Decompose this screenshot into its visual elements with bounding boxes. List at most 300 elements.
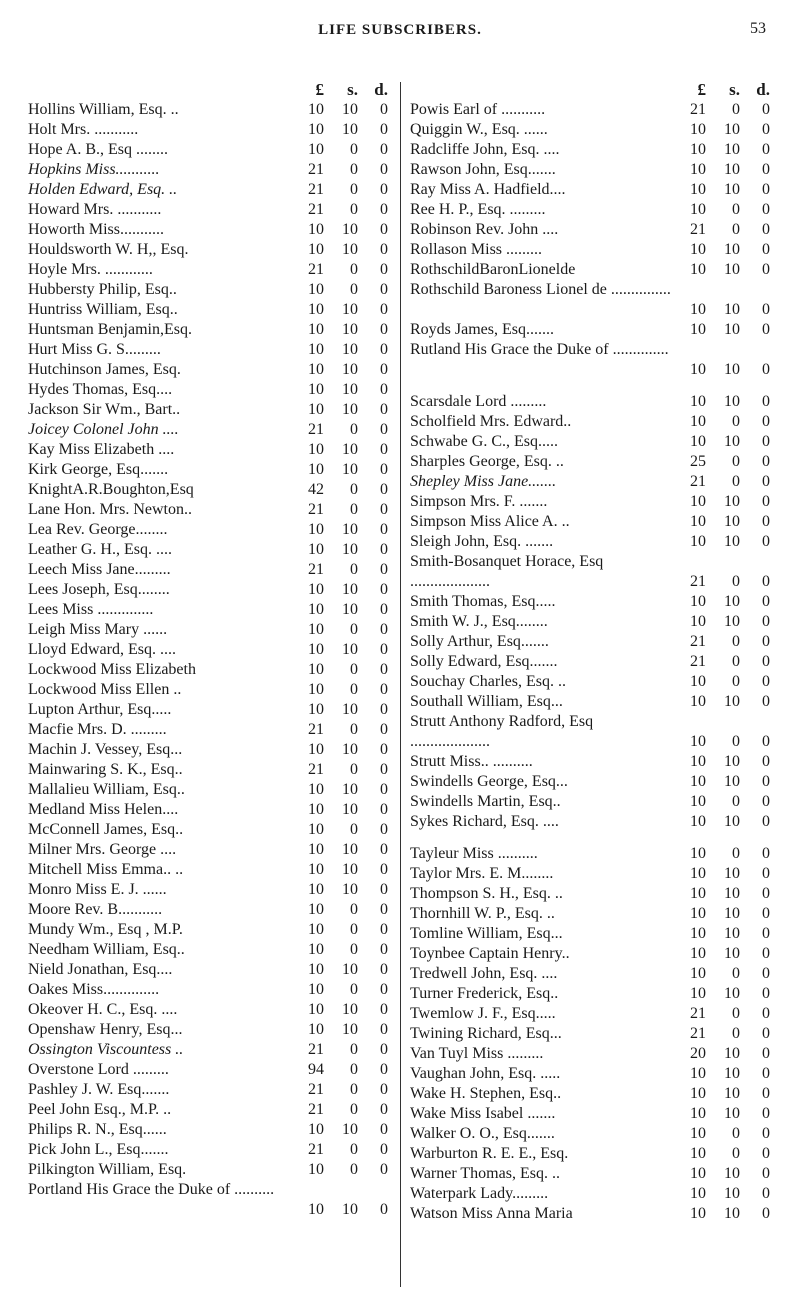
subscriber-name: Lea Rev. George........ <box>28 521 168 538</box>
pounds-value: 21 <box>690 101 706 118</box>
subscriber-name: Jackson Sir Wm., Bart.. <box>28 401 181 418</box>
subscription-amount <box>290 580 388 600</box>
subscription-amount <box>672 984 770 1004</box>
shillings-value: 0 <box>732 573 740 590</box>
pounds-value: 10 <box>308 941 324 958</box>
pounds-value: 21 <box>690 473 706 490</box>
pounds-value: 10 <box>690 865 706 882</box>
subscriber-row <box>28 1060 393 1080</box>
pounds-value: 21 <box>308 201 324 218</box>
subscriber-row <box>410 320 775 340</box>
pence-value: 0 <box>380 581 388 598</box>
pence-header: d. <box>374 80 388 99</box>
subscription-amount <box>290 940 388 960</box>
shillings-value: 10 <box>342 961 358 978</box>
shillings-value: 10 <box>724 261 740 278</box>
pounds-value: 10 <box>308 661 324 678</box>
pence-value: 0 <box>380 861 388 878</box>
subscriber-row <box>410 280 775 320</box>
subscription-amount <box>290 1120 388 1140</box>
pounds-value: 10 <box>690 433 706 450</box>
subscription-amount <box>672 1144 770 1164</box>
subscription-amount <box>290 720 388 740</box>
subscriber-name: Strutt Miss.. .......... <box>410 753 533 770</box>
shillings-value: 10 <box>342 341 358 358</box>
pence-value: 0 <box>380 301 388 318</box>
shillings-value: 10 <box>724 393 740 410</box>
subscription-amount <box>290 960 388 980</box>
subscription-amount <box>672 412 770 432</box>
currency-header <box>410 80 775 100</box>
subscription-amount <box>290 160 388 180</box>
subscriber-name: Hopkins Miss........... <box>28 161 160 178</box>
subscription-amount <box>672 140 770 160</box>
shillings-value: 10 <box>724 533 740 550</box>
subscription-amount <box>672 1044 770 1064</box>
subscriber-name: Royds James, Esq....... <box>410 321 554 338</box>
subscriber-row <box>28 660 393 680</box>
subscriber-name: Hoyle Mrs. ............ <box>28 261 153 278</box>
subscription-amount <box>672 1104 770 1124</box>
subscription-amount <box>672 240 770 260</box>
shillings-value: 10 <box>724 945 740 962</box>
pounds-value: 10 <box>308 301 324 318</box>
pence-value: 0 <box>762 1105 770 1122</box>
pence-value: 0 <box>380 821 388 838</box>
pounds-value: 10 <box>690 321 706 338</box>
pence-value: 0 <box>380 641 388 658</box>
pence-value: 0 <box>380 561 388 578</box>
pence-value: 0 <box>380 381 388 398</box>
subscription-amount <box>672 1064 770 1084</box>
subscription-amount <box>290 780 388 800</box>
subscriber-row <box>410 792 775 812</box>
pounds-value: 21 <box>308 261 324 278</box>
pounds-value: 21 <box>308 161 324 178</box>
page-number: 53 <box>750 20 766 37</box>
pence-value: 0 <box>380 801 388 818</box>
subscriber-name: Monro Miss E. J. ...... <box>28 881 167 898</box>
shillings-value: 0 <box>732 845 740 862</box>
subscriber-name: Turner Frederick, Esq.. <box>410 985 559 1002</box>
subscription-amount <box>290 260 388 280</box>
subscriber-row <box>28 1120 393 1140</box>
subscriber-row <box>28 420 393 440</box>
subscriber-name: Hubbersty Philip, Esq.. <box>28 281 177 298</box>
pence-value: 0 <box>762 653 770 670</box>
pounds-value: 10 <box>690 181 706 198</box>
pounds-value: 21 <box>690 1025 706 1042</box>
shillings-value: 10 <box>342 521 358 538</box>
shillings-value: 0 <box>350 921 358 938</box>
subscriber-name: Thompson S. H., Esq. .. <box>410 885 563 902</box>
pence-value: 0 <box>762 433 770 450</box>
pence-value: 0 <box>762 613 770 630</box>
subscriber-row <box>28 700 393 720</box>
subscriber-name: Okeover H. C., Esq. .... <box>28 1001 178 1018</box>
shillings-value: 0 <box>350 761 358 778</box>
pence-value: 0 <box>380 621 388 638</box>
subscriber-row <box>410 552 775 592</box>
pence-value: 0 <box>380 961 388 978</box>
subscriber-name: Powis Earl of ........... <box>410 101 546 118</box>
subscriber-name: Kay Miss Elizabeth .... <box>28 441 175 458</box>
subscription-amount <box>290 100 388 120</box>
subscriber-name: Wake H. Stephen, Esq.. <box>410 1085 562 1102</box>
pence-value: 0 <box>380 121 388 138</box>
subscription-amount <box>290 620 388 640</box>
pounds-value: 10 <box>308 361 324 378</box>
subscriber-row <box>410 200 775 220</box>
subscription-amount <box>290 540 388 560</box>
subscriber-name: Mundy Wm., Esq , M.P. <box>28 921 183 938</box>
pence-value: 0 <box>762 885 770 902</box>
subscriber-row <box>410 1184 775 1204</box>
shillings-value: 0 <box>732 633 740 650</box>
subscription-amount <box>290 900 388 920</box>
shillings-value: 0 <box>350 1141 358 1158</box>
shillings-value: 10 <box>724 241 740 258</box>
subscriber-name: Pick John L., Esq....... <box>28 1141 169 1158</box>
subscriber-name: Radcliffe John, Esq. .... <box>410 141 560 158</box>
subscriber-row <box>28 340 393 360</box>
subscriber-row <box>410 884 775 904</box>
subscriber-row <box>410 844 775 864</box>
pounds-value: 21 <box>308 1081 324 1098</box>
subscription-amount <box>290 380 388 400</box>
pence-value: 0 <box>762 1145 770 1162</box>
shillings-value: 0 <box>732 793 740 810</box>
pence-value: 0 <box>380 181 388 198</box>
pence-value: 0 <box>380 921 388 938</box>
subscriber-name: Vaughan John, Esq. ..... <box>410 1065 561 1082</box>
pence-value: 0 <box>380 241 388 258</box>
subscription-amount <box>290 480 388 500</box>
subscriber-name: Machin J. Vessey, Esq... <box>28 741 183 758</box>
pence-value: 0 <box>762 413 770 430</box>
pence-value: 0 <box>762 301 770 318</box>
shillings-value: 0 <box>350 201 358 218</box>
subscriber-row <box>410 812 775 832</box>
pounds-value: 10 <box>690 121 706 138</box>
subscription-amount <box>672 120 770 140</box>
pounds-value: 10 <box>308 281 324 298</box>
pence-value: 0 <box>762 1165 770 1182</box>
shillings-value: 0 <box>350 481 358 498</box>
subscriber-row <box>410 260 775 280</box>
subscription-amount <box>672 692 770 712</box>
shillings-value: 0 <box>350 281 358 298</box>
pence-value: 0 <box>380 741 388 758</box>
shillings-value: 10 <box>342 841 358 858</box>
subscriber-name: Smith W. J., Esq........ <box>410 613 548 630</box>
subscriber-row <box>28 360 393 380</box>
subscriber-row <box>28 120 393 140</box>
shillings-value: 10 <box>342 881 358 898</box>
subscription-amount <box>672 512 770 532</box>
subscription-amount <box>672 812 770 832</box>
subscriber-name: Rutland His Grace the Duke of .............. <box>410 341 669 358</box>
subscriber-name: Souchay Charles, Esq. .. <box>410 673 566 690</box>
subscriber-row <box>28 100 393 120</box>
shillings-header: s. <box>347 80 358 99</box>
subscriber-name: Quiggin W., Esq. ...... <box>410 121 548 138</box>
subscription-amount <box>672 592 770 612</box>
pounds-value: 10 <box>308 861 324 878</box>
subscriber-row <box>28 720 393 740</box>
pounds-value: 10 <box>308 1161 324 1178</box>
pounds-value: 10 <box>690 1105 706 1122</box>
shillings-value: 10 <box>342 701 358 718</box>
pence-value: 0 <box>380 761 388 778</box>
subscriber-row <box>410 340 775 380</box>
pence-value: 0 <box>762 733 770 750</box>
shillings-value: 0 <box>732 413 740 430</box>
subscriber-row <box>410 220 775 240</box>
shillings-value: 10 <box>342 221 358 238</box>
pence-value: 0 <box>380 1201 388 1218</box>
subscriber-name: Lees Miss .............. <box>28 601 154 618</box>
subscriber-row <box>28 380 393 400</box>
subscription-amount <box>672 160 770 180</box>
pounds-value: 10 <box>308 1021 324 1038</box>
pounds-value: 10 <box>308 141 324 158</box>
pence-header: d. <box>756 80 770 99</box>
subscriber-row <box>410 692 775 712</box>
shillings-value: 10 <box>724 773 740 790</box>
shillings-value: 0 <box>350 1081 358 1098</box>
shillings-value: 0 <box>350 1101 358 1118</box>
pounds-value: 10 <box>308 641 324 658</box>
subscriber-name: Warburton R. E. E., Esq. <box>410 1145 569 1162</box>
subscriber-row <box>410 472 775 492</box>
subscription-amount <box>672 732 770 752</box>
pounds-value: 10 <box>308 461 324 478</box>
pounds-value: 10 <box>690 693 706 710</box>
subscription-amount <box>290 460 388 480</box>
subscriber-row <box>410 452 775 472</box>
subscription-amount <box>290 400 388 420</box>
subscriber-row <box>410 100 775 120</box>
subscriber-name: Waterpark Lady......... <box>410 1185 549 1202</box>
subscriber-row <box>410 1204 775 1224</box>
shillings-value: 0 <box>732 453 740 470</box>
pence-value: 0 <box>762 793 770 810</box>
shillings-value: 0 <box>350 501 358 518</box>
subscriber-name: Openshaw Henry, Esq... <box>28 1021 183 1038</box>
pence-value: 0 <box>380 341 388 358</box>
subscriber-name: McConnell James, Esq.. <box>28 821 184 838</box>
shillings-value: 10 <box>724 905 740 922</box>
subscription-amount <box>672 220 770 240</box>
column-divider <box>400 82 401 1287</box>
subscription-amount <box>290 820 388 840</box>
page-header <box>0 20 800 50</box>
subscriber-row <box>410 1044 775 1064</box>
pence-value: 0 <box>762 985 770 1002</box>
subscriber-name: Sykes Richard, Esq. .... <box>410 813 559 830</box>
subscriber-name: Southall William, Esq... <box>410 693 563 710</box>
subscriber-row <box>410 1004 775 1024</box>
shillings-value: 0 <box>350 721 358 738</box>
subscriber-name: Hutchinson James, Esq. <box>28 361 181 378</box>
pence-value: 0 <box>380 941 388 958</box>
shillings-value: 0 <box>732 473 740 490</box>
subscriber-name: Holden Edward, Esq. .. <box>28 181 178 198</box>
subscriber-row <box>410 160 775 180</box>
subscriber-name: Simpson Miss Alice A. .. <box>410 513 570 530</box>
pounds-value: 10 <box>308 801 324 818</box>
shillings-value: 10 <box>342 321 358 338</box>
subscriber-name: Howorth Miss........... <box>28 221 165 238</box>
pence-value: 0 <box>762 533 770 550</box>
shillings-value: 0 <box>350 981 358 998</box>
pence-value: 0 <box>762 361 770 378</box>
pounds-value: 10 <box>690 1165 706 1182</box>
subscriber-list-left <box>28 100 393 1220</box>
subscriber-list-right <box>410 100 775 1224</box>
subscriber-name: Lees Joseph, Esq........ <box>28 581 170 598</box>
pounds-value: 10 <box>690 533 706 550</box>
subscription-amount <box>290 700 388 720</box>
shillings-value: 10 <box>724 813 740 830</box>
subscriber-name: Rollason Miss ......... <box>410 241 543 258</box>
shillings-value: 10 <box>724 493 740 510</box>
pence-value: 0 <box>762 453 770 470</box>
subscriber-row <box>410 1084 775 1104</box>
subscriber-row <box>28 580 393 600</box>
subscription-amount <box>672 752 770 772</box>
pence-value: 0 <box>380 441 388 458</box>
shillings-value: 0 <box>350 561 358 578</box>
pence-value: 0 <box>762 573 770 590</box>
subscriber-name: Scarsdale Lord ......... <box>410 393 547 410</box>
pounds-value: 10 <box>690 241 706 258</box>
subscription-amount <box>672 652 770 672</box>
subscription-amount <box>290 280 388 300</box>
subscriber-row <box>410 492 775 512</box>
pounds-value: 10 <box>690 985 706 1002</box>
pounds-value: 10 <box>690 965 706 982</box>
subscription-amount <box>672 200 770 220</box>
subscriber-row <box>28 1040 393 1060</box>
subscription-amount <box>290 680 388 700</box>
pence-value: 0 <box>380 481 388 498</box>
pence-value: 0 <box>380 221 388 238</box>
shillings-value: 10 <box>724 361 740 378</box>
pence-value: 0 <box>380 1081 388 1098</box>
subscription-amount <box>290 220 388 240</box>
subscriber-name: Strutt Anthony Radford, Esq .................... <box>410 713 594 750</box>
subscriber-name: Lupton Arthur, Esq..... <box>28 701 172 718</box>
subscriber-name: Tayleur Miss .......... <box>410 845 538 862</box>
subscriber-name: Shepley Miss Jane....... <box>410 473 557 490</box>
pence-value: 0 <box>380 261 388 278</box>
pence-value: 0 <box>762 673 770 690</box>
pounds-value: 10 <box>308 221 324 238</box>
subscriber-name: Leech Miss Jane......... <box>28 561 171 578</box>
subscriber-row <box>28 540 393 560</box>
shillings-value: 10 <box>724 985 740 1002</box>
pence-value: 0 <box>380 1101 388 1118</box>
pence-value: 0 <box>380 841 388 858</box>
pence-value: 0 <box>380 721 388 738</box>
shillings-value: 10 <box>724 513 740 530</box>
subscriber-row <box>410 120 775 140</box>
pence-value: 0 <box>762 493 770 510</box>
shillings-value: 0 <box>350 821 358 838</box>
subscriber-row <box>28 240 393 260</box>
subscriber-row <box>28 840 393 860</box>
shillings-value: 10 <box>724 121 740 138</box>
shillings-value: 10 <box>724 885 740 902</box>
pounds-value: 10 <box>690 905 706 922</box>
pence-value: 0 <box>380 141 388 158</box>
subscriber-name: Lloyd Edward, Esq. .... <box>28 641 176 658</box>
shillings-value: 0 <box>732 101 740 118</box>
pounds-value: 10 <box>690 753 706 770</box>
subscriber-row <box>28 760 393 780</box>
pence-value: 0 <box>762 261 770 278</box>
subscriber-name: Huntsman Benjamin,Esq. <box>28 321 192 338</box>
subscription-amount <box>672 792 770 812</box>
pounds-value: 10 <box>690 201 706 218</box>
subscriber-name: Portland His Grace the Duke of .......... <box>28 1181 275 1198</box>
subscriber-name: Macfie Mrs. D. ......... <box>28 721 167 738</box>
shillings-value: 10 <box>724 1205 740 1222</box>
shillings-value: 10 <box>724 1045 740 1062</box>
subscriber-row <box>28 500 393 520</box>
subscriber-name: Tomline William, Esq... <box>410 925 563 942</box>
subscriber-name: Ray Miss A. Hadfield.... <box>410 181 566 198</box>
shillings-value: 10 <box>724 865 740 882</box>
subscriber-row <box>28 620 393 640</box>
pounds-value: 10 <box>308 901 324 918</box>
subscription-amount <box>290 1200 388 1220</box>
subscriber-name: Moore Rev. B........... <box>28 901 163 918</box>
pounds-value: 10 <box>308 401 324 418</box>
subscription-amount <box>672 100 770 120</box>
pounds-value: 10 <box>308 1121 324 1138</box>
subscriber-row <box>28 740 393 760</box>
shillings-value: 10 <box>342 301 358 318</box>
subscriber-name: Simpson Mrs. F. ....... <box>410 493 548 510</box>
subscriber-name: Houldsworth W. H,, Esq. <box>28 241 189 258</box>
pence-value: 0 <box>762 945 770 962</box>
pounds-value: 10 <box>308 821 324 838</box>
pence-value: 0 <box>762 473 770 490</box>
subscriber-row <box>410 632 775 652</box>
subscription-amount <box>290 1000 388 1020</box>
pence-value: 0 <box>762 773 770 790</box>
pence-value: 0 <box>380 1141 388 1158</box>
subscription-amount <box>290 920 388 940</box>
subscription-amount <box>290 440 388 460</box>
pounds-value: 10 <box>690 1185 706 1202</box>
subscription-amount <box>290 600 388 620</box>
pounds-header: £ <box>697 80 706 99</box>
subscriber-row <box>28 1140 393 1160</box>
subscription-amount <box>672 1184 770 1204</box>
pence-value: 0 <box>380 1041 388 1058</box>
pence-value: 0 <box>380 501 388 518</box>
subscriber-row <box>410 772 775 792</box>
pounds-value: 21 <box>308 1041 324 1058</box>
shillings-value: 10 <box>724 141 740 158</box>
pence-value: 0 <box>380 281 388 298</box>
subscriber-row <box>28 1160 393 1180</box>
subscriber-row <box>28 260 393 280</box>
